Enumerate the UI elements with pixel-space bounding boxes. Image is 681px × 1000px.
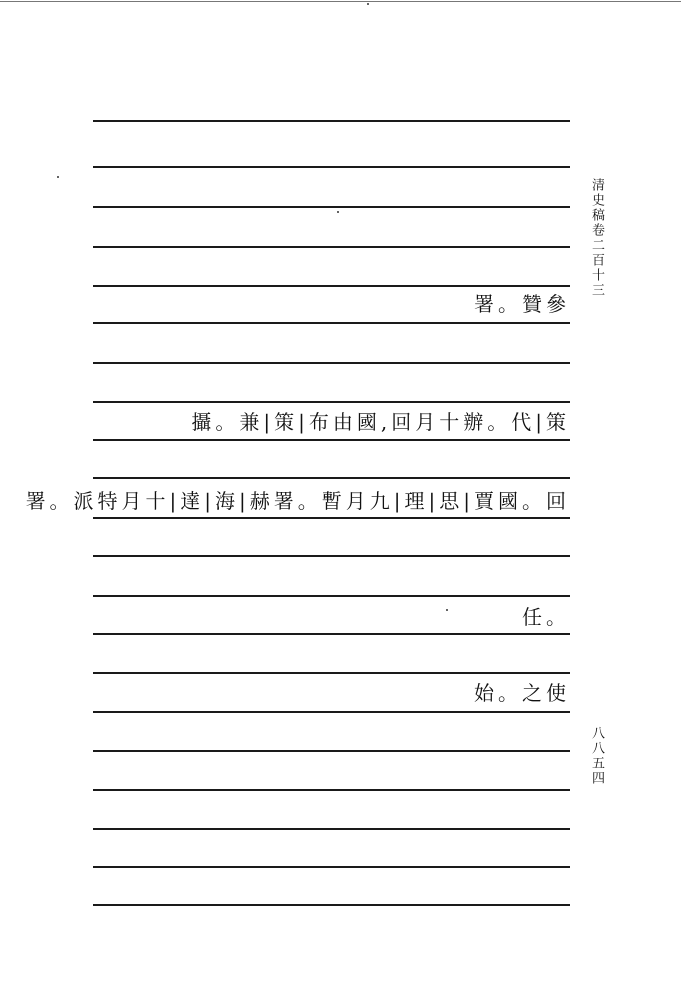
running-title: 清史稿卷二百十三: [589, 178, 604, 298]
table-rule: [93, 904, 570, 906]
scan-speck: [57, 176, 59, 178]
table-cell-text: 任。: [522, 605, 570, 629]
scan-top-edge: [0, 1, 681, 2]
table-rule: [93, 595, 570, 597]
table-cell-text: 署。派特月十|達|海|赫署。暫月九|理|思|賈國。回: [25, 489, 570, 513]
table-rule: [93, 750, 570, 752]
table-rule: [93, 166, 570, 168]
table-cell-text: 攝。兼|策|布由國,回月十辦。代|策: [191, 410, 570, 434]
table-rule: [93, 477, 570, 479]
table-rule: [93, 517, 570, 519]
table-rule: [93, 866, 570, 868]
table-rule: [93, 633, 570, 635]
table-cell-text: 署。贊參: [474, 292, 570, 316]
table-rule: [93, 555, 570, 557]
table-rule: [93, 711, 570, 713]
table-rule: [93, 362, 570, 364]
table-rule: [93, 322, 570, 324]
table-rule: [93, 120, 570, 122]
table-rule: [93, 285, 570, 287]
table-rule: [93, 246, 570, 248]
table-rule: [93, 789, 570, 791]
table-rule: [93, 672, 570, 674]
table-rule: [93, 439, 570, 441]
table-rule: [93, 401, 570, 403]
scan-speck: [337, 211, 339, 213]
table-rule: [93, 206, 570, 208]
scan-speck: [446, 609, 448, 611]
scan-speck: [367, 3, 369, 5]
table-rule: [93, 828, 570, 830]
table-cell-text: 始。之使: [474, 681, 570, 705]
page-number: 八八五四: [589, 726, 604, 786]
